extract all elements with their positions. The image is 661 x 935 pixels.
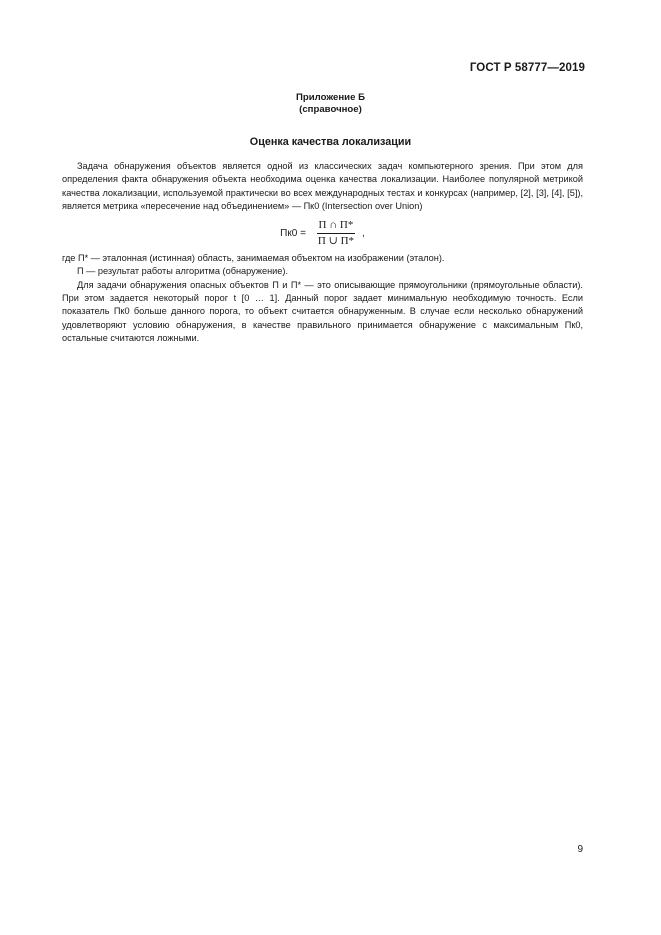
paragraph-where-result: П — результат работы алгоритма (обнаружение). <box>77 266 289 277</box>
formula-numerator: П ∩ П* <box>317 219 356 234</box>
formula-denominator: П ∪ П* <box>317 234 355 247</box>
iou-formula <box>62 216 583 250</box>
paragraph-where-reference: где П* — эталонная (истинная) область, занимаемая объектом на изображении (эталон). <box>62 253 445 264</box>
appendix-heading <box>0 92 661 116</box>
formula-fraction <box>316 219 356 248</box>
page-number: 9 <box>577 844 583 855</box>
paragraph-threshold: Для задачи обнаружения опасных объектов П и П* — это описывающие прямоугольники (прямоугольные области). При этом задается некоторый порог t [0 … 1]. Данный порог задает минимальную необходимую точность. Если показатель Пк0 больше данного порога, то объект считается обнаруженным. В случае если несколько обнаружений удовлетворяют условию обнаружения, в качестве правильного принимается обнаружение с максимальным Пк0, остальные считаются ложными. <box>62 279 583 343</box>
standard-code: ГОСТ Р 58777—2019 <box>469 62 585 74</box>
section-title: Оценка качества локализации <box>249 136 412 148</box>
formula-lhs: Пк0 = <box>280 227 306 239</box>
appendix-subtitle: (справочное) <box>299 104 362 115</box>
paragraph-intro: Задача обнаружения объектов является одной из классических задач компьютерного зрения. При этом для определения факта обнаружения объекта необходима оценка качества локализации. Наиболее популярной метрикой качества локализации, используемой практически во всех международных тестах и конкурсах (например, [2], [3], [4], [5]), является метрика «пересечение над объединением» — Пк0 (Intersection over Union) <box>62 161 583 211</box>
body-text <box>62 160 583 345</box>
appendix-title: Приложение Б <box>296 92 365 103</box>
formula-trailing-comma: , <box>362 227 365 239</box>
